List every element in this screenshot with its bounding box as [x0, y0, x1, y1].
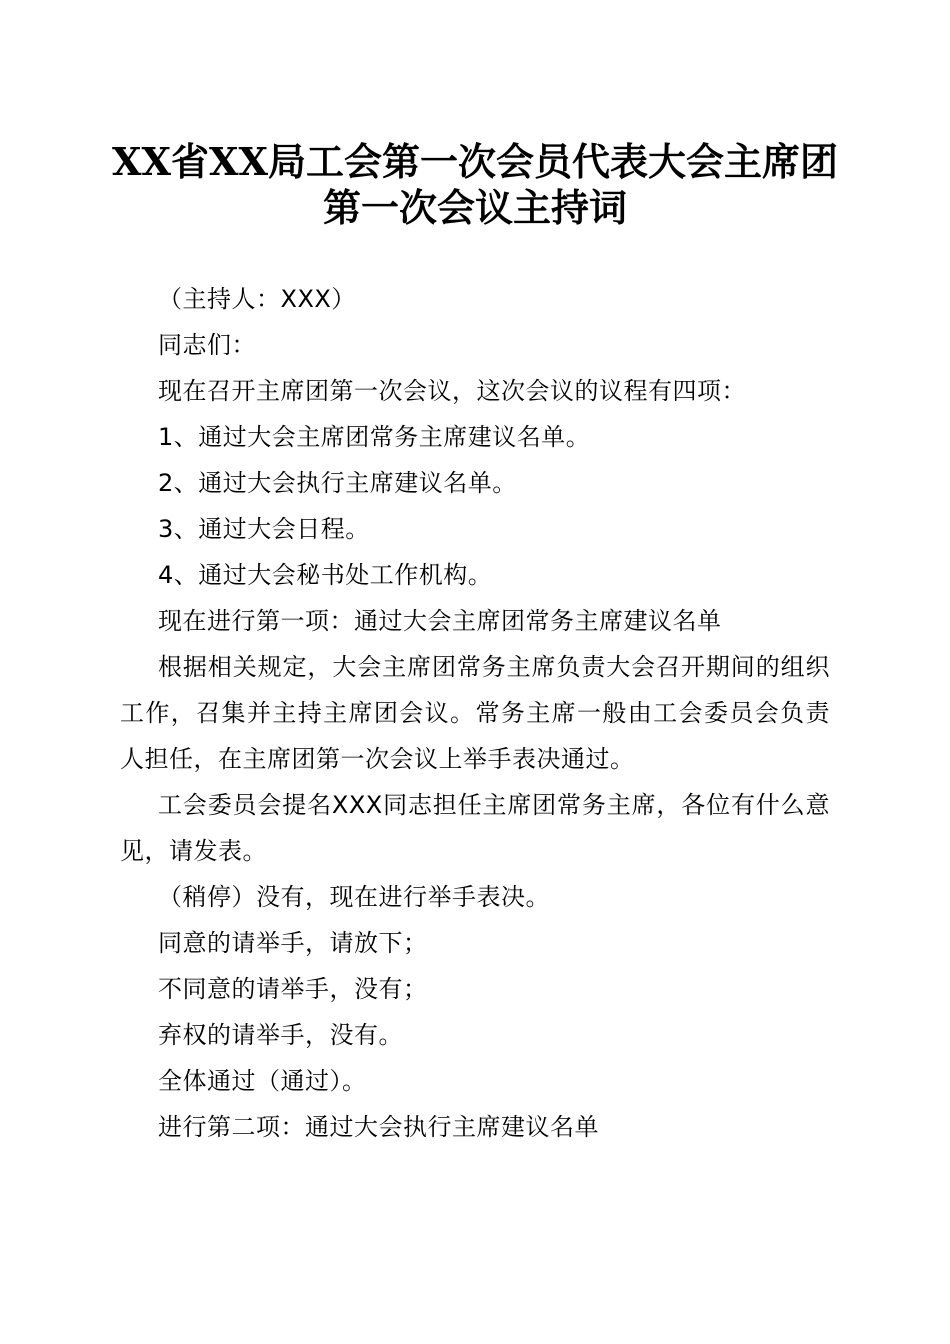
- agenda-intro: 现在召开主席团第一次会议，这次会议的议程有四项：: [158, 377, 746, 405]
- document-title-line-2: 第一次会议主持词: [322, 185, 627, 230]
- host-note: （主持人：XXX）: [158, 285, 356, 313]
- agenda-item-1: 1、通过大会主席团常务主席建议名单。: [158, 423, 591, 451]
- agenda-item-3: 3、通过大会日程。: [158, 515, 370, 543]
- nomination-paragraph: 工会委员会提名XXX同志担任主席团常务主席，各位有什么意见，请发表。: [120, 791, 830, 865]
- document-body: [120, 276, 830, 1150]
- vote-disagree: 不同意的请举手，没有；: [158, 975, 428, 1003]
- vote-intro: （稍停）没有，现在进行举手表决。: [158, 883, 550, 911]
- vote-result: 全体通过（通过）。: [158, 1067, 367, 1095]
- agenda-item-2: 2、通过大会执行主席建议名单。: [158, 469, 517, 497]
- vote-agree: 同意的请举手，请放下；: [158, 929, 428, 957]
- document-title-line-1: XX省XX局工会第一次会员代表大会主席团: [112, 139, 838, 184]
- salutation: 同志们：: [158, 331, 256, 359]
- first-item-heading: 现在进行第一项：通过大会主席团常务主席建议名单: [158, 607, 722, 635]
- agenda-item-4: 4、通过大会秘书处工作机构。: [158, 561, 493, 589]
- regulation-paragraph: 根据相关规定，大会主席团常务主席负责大会召开期间的组织工作，召集并主持主席团会议。常务主席一般由工会委员会负责人担任，在主席团第一次会议上举手表决通过。: [120, 653, 830, 773]
- vote-abstain: 弃权的请举手，没有。: [158, 1021, 403, 1049]
- second-item-heading: 进行第二项：通过大会执行主席建议名单: [158, 1113, 599, 1141]
